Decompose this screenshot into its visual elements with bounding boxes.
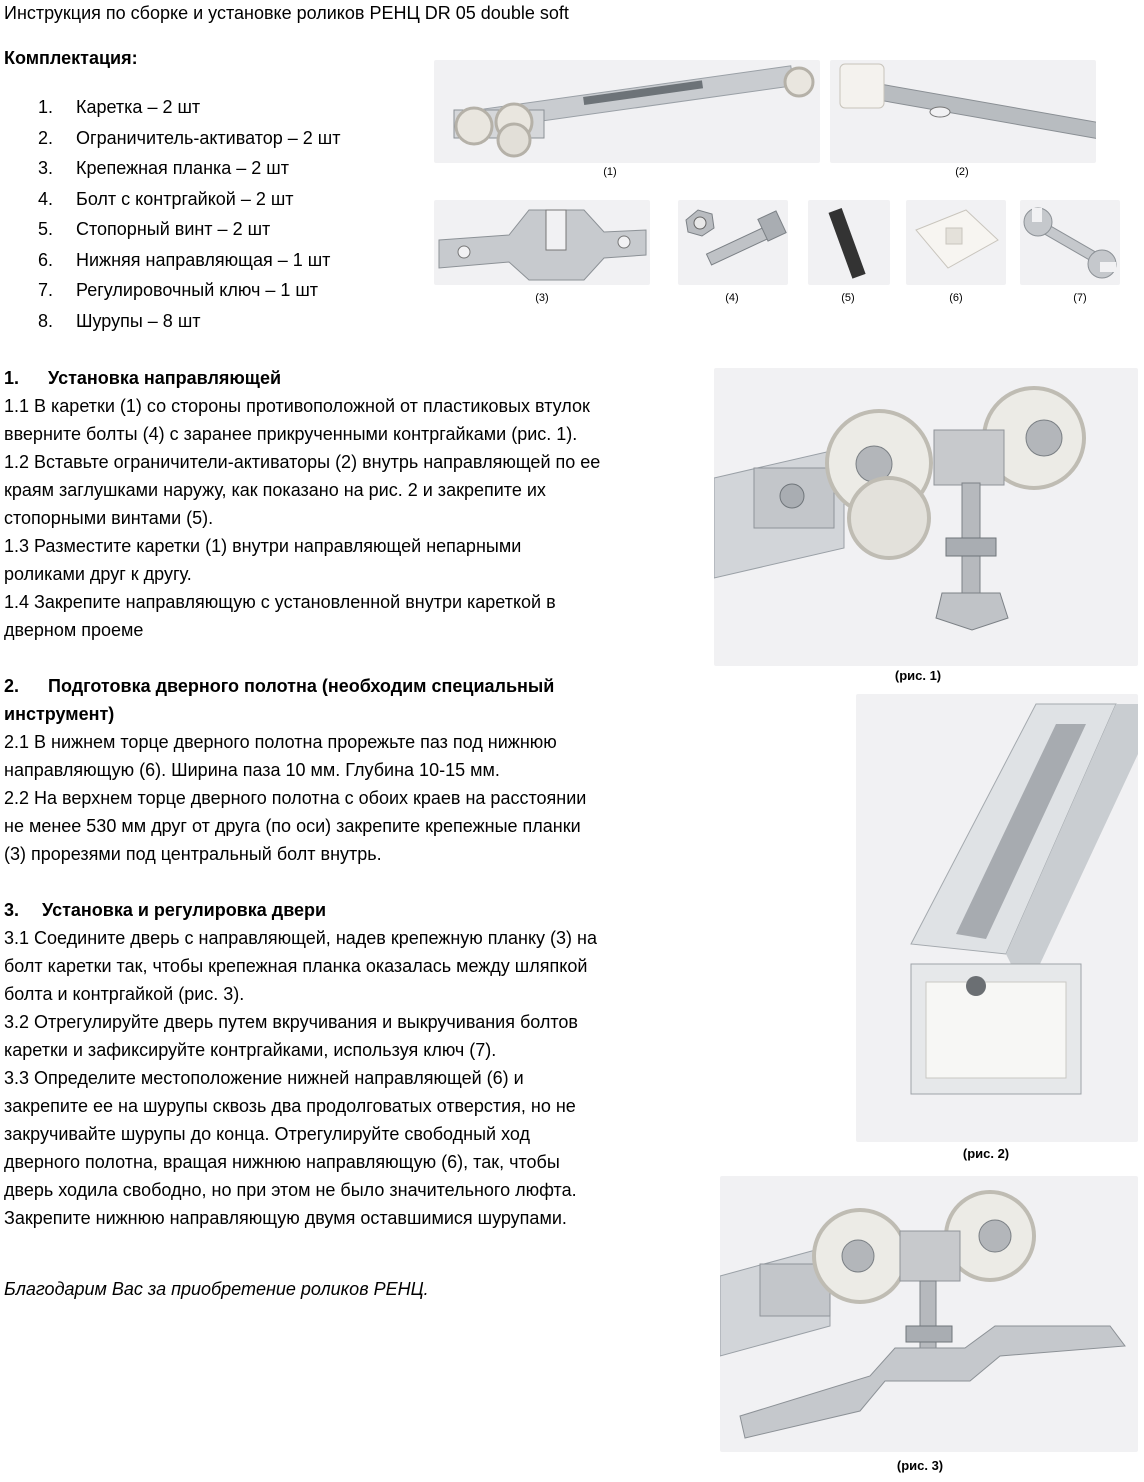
text-line: краям заглушками наружу, как показано на рис. 2 и закрепите их	[4, 480, 546, 500]
section3-num: 3.	[4, 900, 20, 920]
text-line: 3.2 Отрегулируйте дверь путем вкручивания и выкручивания болтов	[4, 1012, 578, 1032]
list-num: 8.	[38, 310, 54, 331]
list-num: 5.	[38, 219, 54, 239]
caption-6: (6)	[949, 292, 963, 304]
kit-heading: Комплектация:	[4, 48, 138, 68]
list-item	[38, 123, 340, 154]
text-line: направляющую (6). Ширина паза 10 мм. Глубина 10-15 мм.	[4, 760, 500, 780]
carriage-photo	[434, 60, 820, 163]
text-line: 1.3 Разместите каретки (1) внутри направляющей непарными	[4, 536, 522, 556]
section1-num: 1.	[4, 368, 20, 388]
limiter-photo	[830, 60, 1096, 163]
mounting-plate-photo	[434, 200, 650, 285]
text-line: 3.3 Определите местоположение нижней направляющей (6) и	[4, 1068, 524, 1088]
list-item	[38, 306, 340, 337]
text-line: 2.2 На верхнем торце дверного полотна с обоих краев на расстоянии	[4, 788, 587, 808]
bolt-photo	[678, 200, 788, 285]
list-text: Стопорный винт – 2 шт	[76, 219, 271, 239]
list-text: Болт с контргайкой – 2 шт	[76, 188, 294, 209]
section1-text	[4, 392, 704, 644]
section2-text	[4, 728, 704, 868]
text-line: дверном проеме	[4, 620, 144, 640]
text-line: вверните болты (4) с заранее прикрученными контргайками (рис. 1).	[4, 424, 578, 444]
section1-title: Установка направляющей	[48, 368, 282, 388]
thanks-note: Благодарим Вас за приобретение роликов РЕНЦ.	[4, 1279, 429, 1299]
text-line: болт каретки так, чтобы крепежная планка оказалась между шляпкой	[4, 956, 588, 976]
list-num: 7.	[38, 280, 54, 300]
text-line: 1.2 Вставьте ограничители-активаторы (2) внутрь направляющей по ее	[4, 452, 601, 472]
set-screw-photo	[808, 200, 890, 285]
section3-title: Установка и регулировка двери	[42, 900, 327, 920]
section3-heading	[4, 896, 326, 924]
caption-4: (4)	[725, 292, 739, 304]
list-num: 3.	[38, 158, 54, 178]
figure-2-caption: (рис. 2)	[962, 1146, 1010, 1161]
text-line: (3) прорезями под центральный болт внутрь.	[4, 844, 382, 864]
text-line: 3.1 Соедините дверь с направляющей, надев крепежную планку (3) на	[4, 928, 598, 948]
wrench-photo	[1020, 200, 1120, 285]
list-item	[38, 184, 340, 215]
text-line: стопорными винтами (5).	[4, 508, 214, 528]
figure-1-caption: (рис. 1)	[894, 668, 942, 683]
caption-3: (3)	[535, 292, 549, 304]
caption-1: (1)	[603, 166, 617, 178]
text-line: дверь ходила свободно, но при этом не было значительного люфта.	[4, 1180, 577, 1200]
section2-num: 2.	[4, 676, 20, 696]
list-item	[38, 275, 340, 306]
text-line: Закрепите нижнюю направляющую двумя оставшимися шурупами.	[4, 1208, 567, 1228]
caption-2: (2)	[955, 166, 969, 178]
bottom-guide-photo	[906, 200, 1006, 285]
figure-3-photo	[720, 1176, 1138, 1452]
text-line: закрепите ее на шурупы сквозь два продолговатых отверстия, но не	[4, 1096, 576, 1116]
caption-5: (5)	[841, 292, 855, 304]
section2-heading	[4, 672, 554, 700]
text-line: болта и контргайкой (рис. 3).	[4, 984, 245, 1004]
list-item	[38, 92, 340, 123]
kit-list	[38, 92, 340, 336]
list-text: Каретка – 2 шт	[76, 97, 201, 117]
list-text: Регулировочный ключ – 1 шт	[76, 280, 319, 300]
text-line: 1.4 Закрепите направляющую с установленной внутри кареткой в	[4, 592, 556, 612]
list-num: 2.	[38, 127, 54, 148]
list-item	[38, 245, 340, 276]
figure-3-caption: (рис. 3)	[896, 1458, 944, 1473]
document-title: Инструкция по сборке и установке роликов РЕНЦ DR 05 double soft	[4, 3, 569, 23]
list-text: Нижняя направляющая – 1 шт	[76, 249, 331, 270]
text-line: 2.1 В нижнем торце дверного полотна прорежьте паз под нижнюю	[4, 732, 557, 752]
text-line: не менее 530 мм друг от друга (по оси) закрепите крепежные планки	[4, 816, 581, 836]
list-num: 6.	[38, 249, 54, 270]
text-line: каретки и зафиксируйте контргайками, используя ключ (7).	[4, 1040, 497, 1060]
section1-heading	[4, 364, 281, 392]
text-line: роликами друг к другу.	[4, 564, 192, 584]
list-text: Ограничитель-активатор – 2 шт	[76, 127, 341, 148]
figure-1-photo	[714, 368, 1138, 666]
list-num: 1.	[38, 97, 54, 117]
text-line: дверного полотна, вращая нижнюю направляющую (6), так, чтобы	[4, 1152, 560, 1172]
text-line: закручивайте шурупы до конца. Отрегулируйте свободный ход	[4, 1124, 531, 1144]
section3-text	[4, 924, 704, 1232]
list-item	[38, 153, 340, 184]
caption-7: (7)	[1073, 292, 1087, 304]
list-item	[38, 214, 340, 245]
text-line: 1.1 В каретки (1) со стороны противоположной от пластиковых втулок	[4, 396, 590, 416]
section2-title-line1: Подготовка дверного полотна (необходим специальный	[48, 676, 555, 696]
list-num: 4.	[38, 188, 54, 209]
figure-2-photo	[856, 694, 1138, 1142]
list-text: Крепежная планка – 2 шт	[76, 158, 289, 178]
section2-heading-cont: инструмент)	[4, 704, 115, 724]
list-text: Шурупы – 8 шт	[76, 310, 201, 331]
